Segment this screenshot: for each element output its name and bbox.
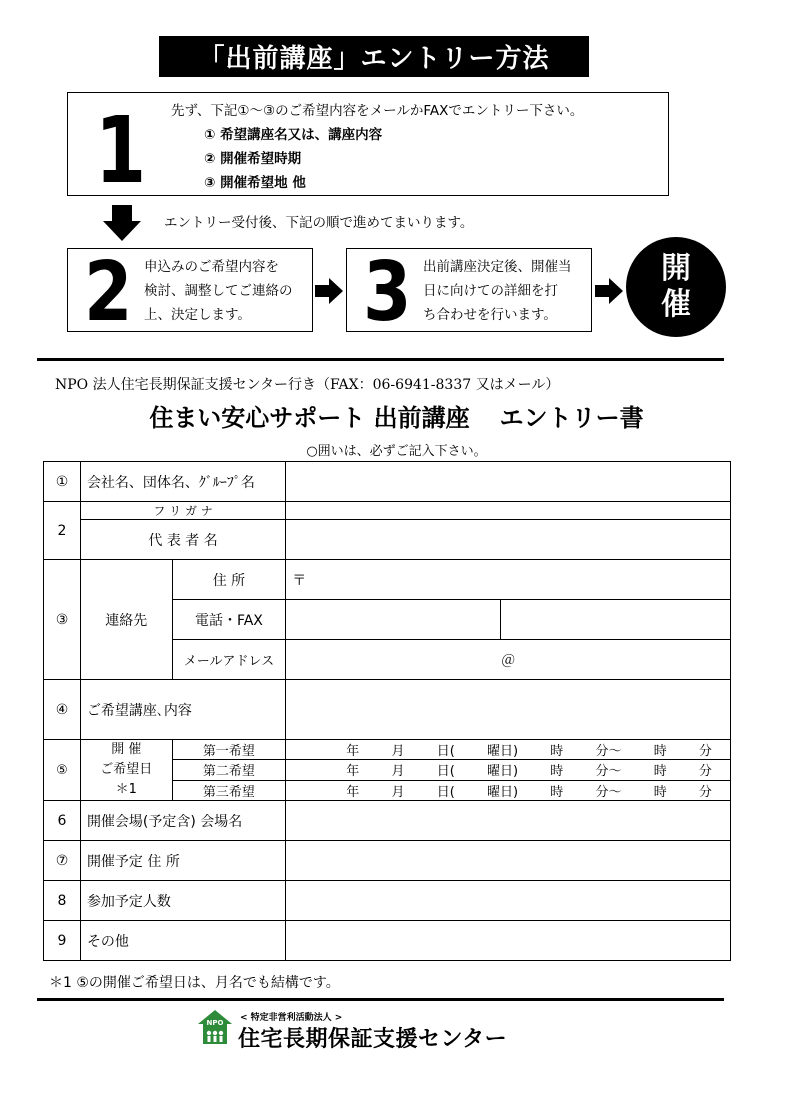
kaisai-char: 催 bbox=[661, 287, 691, 322]
right-arrow-icon bbox=[595, 278, 623, 304]
row-number: ① bbox=[44, 462, 81, 502]
step3-line: ち合わせを行います。 bbox=[423, 307, 557, 323]
fax-field[interactable] bbox=[500, 600, 730, 640]
step1-items bbox=[204, 123, 382, 195]
email-label: メールアドレス bbox=[172, 640, 286, 680]
step1-item: ② 開催希望時期 bbox=[204, 151, 302, 167]
date-part: 時 bbox=[550, 764, 564, 780]
attendee-count-field[interactable] bbox=[286, 881, 731, 921]
venue-address-field[interactable] bbox=[286, 841, 731, 881]
date-part: 分 bbox=[698, 764, 712, 780]
step3-line: 出前講座決定後、開催当 bbox=[423, 259, 572, 275]
step3-text bbox=[423, 255, 589, 327]
row-number: 9 bbox=[44, 921, 81, 961]
step3-line: 日に向けての詳細を打 bbox=[423, 283, 558, 299]
date-part: 年 bbox=[346, 764, 360, 780]
step2-number: 2 bbox=[84, 245, 133, 340]
kaisai-circle bbox=[626, 237, 726, 337]
choice-label: 第三希望 bbox=[172, 780, 286, 800]
date-part: 年 bbox=[346, 744, 360, 760]
down-arrow-icon bbox=[103, 205, 141, 241]
course-content-field[interactable] bbox=[286, 680, 731, 740]
row-label: 連絡先 bbox=[80, 560, 172, 680]
tel-fax-label: 電話・FAX bbox=[172, 600, 286, 640]
org-subtitle: < 特定非営利活動法人 > bbox=[240, 1013, 343, 1023]
row-number: 8 bbox=[44, 881, 81, 921]
step2-box bbox=[67, 245, 313, 340]
footnote: ＊1 ⑤の開催ご希望日は、月名でも結構です。 bbox=[49, 975, 340, 991]
date-part: 分～ bbox=[595, 744, 622, 760]
date-part: 時 bbox=[550, 744, 564, 760]
flow-note: エントリー受付後、下記の順で進めてまいります。 bbox=[164, 215, 474, 231]
step1-text: 先ず、下記①～③のご希望内容をメールかFAXでエントリー下さい。 bbox=[171, 103, 584, 119]
table-row bbox=[44, 520, 731, 560]
date-field[interactable] bbox=[286, 740, 731, 760]
right-arrow-icon bbox=[315, 278, 343, 304]
date-part: 分～ bbox=[595, 784, 622, 800]
other-field[interactable] bbox=[286, 921, 731, 961]
furigana-field[interactable] bbox=[286, 502, 731, 520]
row-number: ⑤ bbox=[44, 740, 81, 801]
date-field[interactable] bbox=[286, 760, 731, 780]
row-number: ③ bbox=[44, 560, 81, 680]
table-row bbox=[44, 502, 731, 520]
step2-text bbox=[144, 255, 310, 327]
form-title bbox=[0, 398, 793, 433]
company-name-field[interactable] bbox=[286, 462, 731, 502]
row-label: 代 表 者 名 bbox=[80, 520, 285, 560]
at-mark: ＠ bbox=[501, 652, 516, 669]
step2-line: 検討、調整してご連絡の bbox=[144, 283, 293, 299]
row-label: 参加予定人数 bbox=[80, 881, 285, 921]
divider bbox=[37, 998, 724, 1001]
table-row bbox=[44, 921, 731, 961]
date-part: 曜日) bbox=[486, 784, 519, 800]
table-row bbox=[44, 740, 731, 760]
row-label-line: 開 催 bbox=[111, 742, 142, 757]
step3-number: 3 bbox=[363, 245, 412, 340]
tel-field[interactable] bbox=[286, 600, 500, 640]
date-field[interactable] bbox=[286, 780, 731, 800]
step1-number: 1 bbox=[95, 97, 147, 204]
row-label: 開催予定 住 所 bbox=[80, 841, 285, 881]
date-part: 時 bbox=[653, 764, 667, 780]
date-part: 日( bbox=[436, 744, 455, 760]
row-label: その他 bbox=[80, 921, 285, 961]
date-part: 時 bbox=[550, 784, 564, 800]
choice-label: 第二希望 bbox=[172, 760, 286, 780]
divider bbox=[37, 358, 724, 361]
date-part: 曜日) bbox=[486, 764, 519, 780]
date-part: 分～ bbox=[595, 764, 622, 780]
furigana-label: フ リ ガ ナ bbox=[80, 502, 285, 520]
row-number: 6 bbox=[44, 801, 81, 841]
date-part: 月 bbox=[391, 784, 405, 800]
table-row bbox=[44, 801, 731, 841]
table-row bbox=[44, 680, 731, 740]
required-note: ○囲いは、必ずご記入下さい。 bbox=[306, 444, 487, 459]
email-field[interactable] bbox=[286, 640, 731, 680]
address-field[interactable] bbox=[286, 560, 731, 600]
entry-form-table bbox=[43, 461, 731, 961]
choice-label: 第一希望 bbox=[172, 740, 286, 760]
table-row bbox=[44, 560, 731, 600]
row-number: 2 bbox=[44, 502, 81, 560]
date-part: 日( bbox=[436, 784, 455, 800]
date-part: 曜日) bbox=[486, 744, 519, 760]
step2-line: 上、決定します。 bbox=[144, 307, 251, 323]
logo-text: NPO bbox=[206, 1019, 224, 1027]
venue-name-field[interactable] bbox=[286, 801, 731, 841]
date-part: 時 bbox=[653, 784, 667, 800]
date-part: 日( bbox=[436, 764, 455, 780]
date-part: 時 bbox=[653, 744, 667, 760]
step2-line: 申込みのご希望内容を bbox=[144, 259, 279, 275]
step1-item: ① 希望講座名又は、講座内容 bbox=[204, 127, 383, 143]
kaisai-char: 開 bbox=[661, 251, 691, 286]
step1-box bbox=[67, 92, 669, 204]
table-row bbox=[44, 841, 731, 881]
row-label bbox=[80, 740, 172, 801]
form-title-main: 住まい安心サポート 出前講座 bbox=[149, 403, 470, 432]
form-title-sub: エントリー書 bbox=[499, 403, 644, 432]
date-part: 分 bbox=[698, 784, 712, 800]
date-part: 月 bbox=[391, 744, 405, 760]
date-part: 月 bbox=[391, 764, 405, 780]
row-label-line: ＊1 bbox=[115, 782, 137, 797]
row-number: ④ bbox=[44, 680, 81, 740]
page-title: 「出前講座」エントリー方法 bbox=[159, 36, 589, 77]
row-label-line: ご希望日 bbox=[100, 762, 153, 777]
table-row bbox=[44, 881, 731, 921]
row-label: 開催会場(予定含) 会場名 bbox=[80, 801, 285, 841]
house-logo-icon bbox=[196, 1008, 234, 1046]
address-label: 住 所 bbox=[172, 560, 286, 600]
date-part: 分 bbox=[698, 744, 712, 760]
date-part: 年 bbox=[346, 784, 360, 800]
fax-line: NPO 法人住宅長期保証支援センター行き（FAX：06-6941-8337 又はメール） bbox=[55, 377, 560, 393]
table-row bbox=[44, 462, 731, 502]
row-label: 会社名、団体名、ｸﾞﾙｰﾌﾟ名 bbox=[80, 462, 285, 502]
step3-box bbox=[346, 245, 592, 340]
postal-mark: 〒 bbox=[292, 572, 307, 589]
row-number: ⑦ bbox=[44, 841, 81, 881]
step1-item: ③ 開催希望地 他 bbox=[204, 175, 306, 191]
row-label: ご希望講座､内容 bbox=[80, 680, 285, 740]
org-name: 住宅長期保証支援センター bbox=[238, 1027, 508, 1052]
representative-name-field[interactable] bbox=[286, 520, 731, 560]
